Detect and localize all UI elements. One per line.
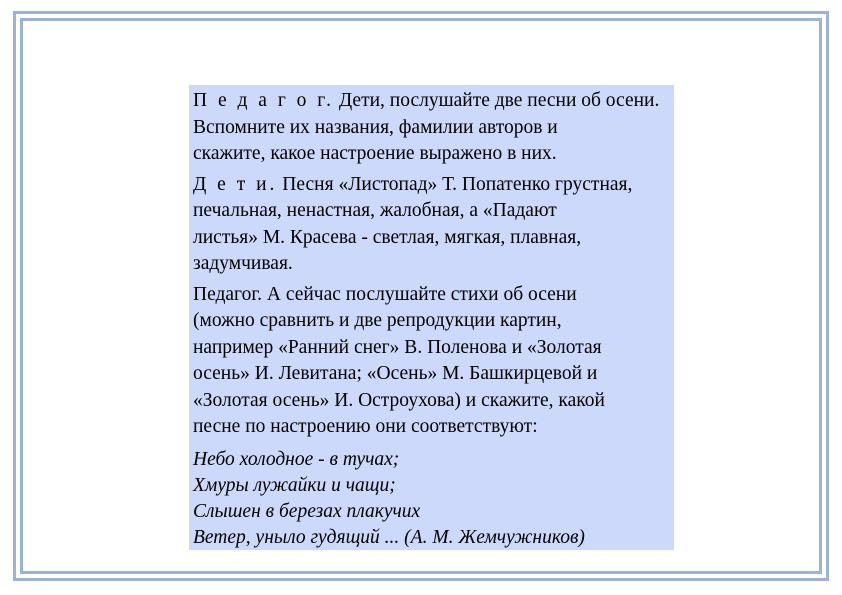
paragraph-line: песне по настроению они соответствуют: [193,416,538,437]
paragraph-line: задумчивая. [193,253,293,274]
paragraph-line: печальная, ненастная, жалобная, а «Падают [193,200,557,221]
poem-line: Небо холодное - в тучах; [193,448,400,470]
paragraph-line: Вспомните их названия, фамилии авторов и [193,116,558,138]
paragraph-line: П е д а г о г. Дети, послушайте две песни об осени. [193,90,660,111]
poem [193,447,670,551]
paragraph-line: (можно сравнить и две репродукции картин, [193,310,562,331]
paragraph-line: Д е т и. Песня «Листопад» Т. Попатенко грустная, [193,173,633,195]
paragraph-line: Педагог. А сейчас послушайте стихи об осени [193,283,577,305]
paragraph-line: «Золотая осень» И. Остроухова) и скажите, какой [193,389,605,411]
paragraph-line: например «Ранний снег» В. Поленова и «Золотая [193,336,602,358]
poem-line: Ветер, уныло гудящий ... (А. М. Жемчужников) [193,526,585,548]
speaker-label: П е д а г о г. [193,90,334,111]
poem-line: Хмуры лужайки и чащи; [193,474,396,496]
paragraph-teacher-poems [193,282,670,441]
paragraph-line: листья» М. Красева - светлая, мягкая, плавная, [193,226,582,248]
paragraph-line: осень» И. Левитана; «Осень» М. Башкирцевой и [193,363,598,384]
text-box [189,85,674,550]
paragraph-children [193,172,670,278]
paragraph-teacher [193,88,670,168]
paragraph-line: скажите, какое настроение выражено в них. [193,143,557,164]
poem-line: Слышен в березах плакучих [193,500,421,522]
speaker-label: Д е т и. [193,173,278,195]
